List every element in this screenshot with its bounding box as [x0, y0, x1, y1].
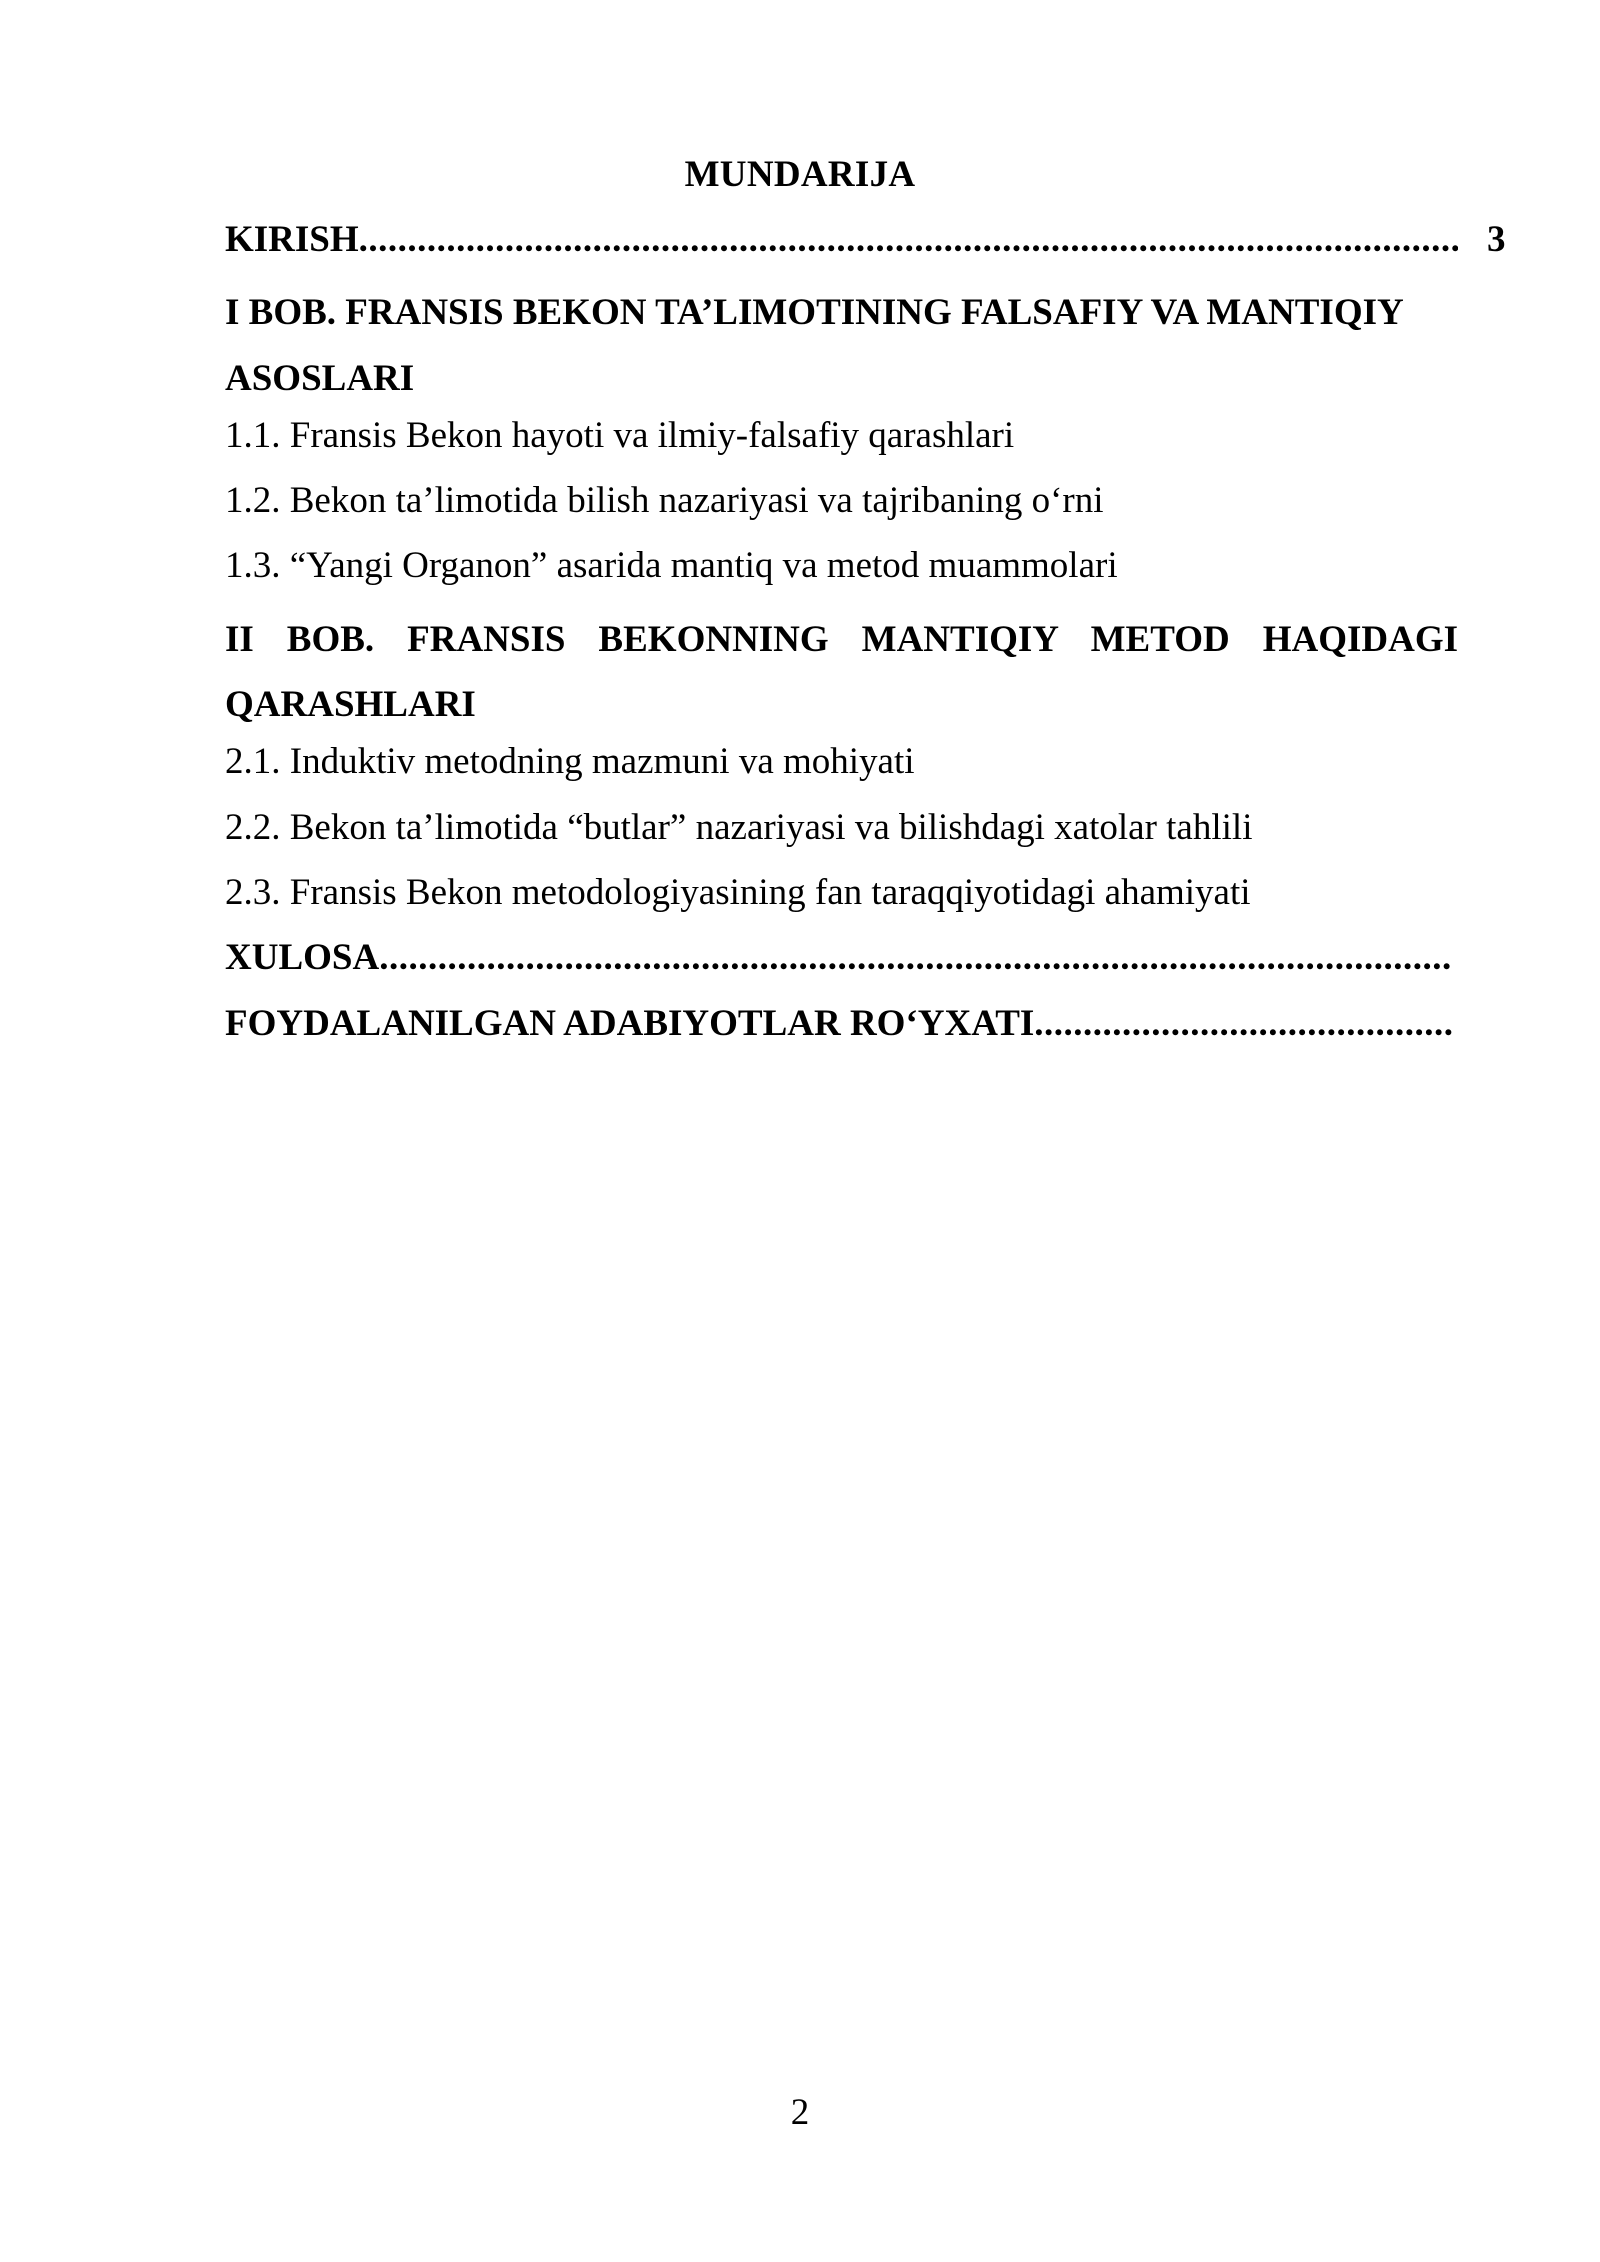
- page-number: 2: [790, 2092, 810, 2133]
- table-of-contents: [225, 215, 1513, 1064]
- toc-entry-label: II BOB. FRANSIS BEKONNING MANTIQIY METOD HAQIDAGI QARASHLARI: [225, 618, 1458, 726]
- toc-entry-1-1[interactable]: [225, 411, 1513, 476]
- toc-entry-label: KIRISH: [225, 219, 359, 260]
- toc-entry-2-1[interactable]: [225, 737, 1513, 802]
- toc-entry-label: I BOB. FRANSIS BEKON TA’LIMOTINING FALSAFIY VA MANTIQIY ASOSLARI: [225, 292, 1403, 399]
- toc-entry-label: 1.1. Fransis Bekon hayoti va ilmiy-falsafiy qarashlari: [225, 414, 1015, 456]
- toc-entry-page-number: 3: [1487, 219, 1506, 260]
- toc-title: MUNDARIJA: [684, 154, 916, 195]
- toc-entry-2-2[interactable]: [225, 803, 1513, 868]
- toc-entry-1-2[interactable]: [225, 476, 1513, 541]
- toc-entry-kirish[interactable]: [225, 215, 1513, 280]
- toc-entry-references[interactable]: [225, 999, 1513, 1064]
- toc-entry-chapter-1[interactable]: [225, 280, 1513, 411]
- toc-entry-label: 2.1. Induktiv metodning mazmuni va mohiyati: [225, 741, 915, 783]
- toc-entry-label: 1.3. “Yangi Organon” asarida mantiq va metod muammolari: [225, 545, 1118, 587]
- toc-entry-label: 2.2. Bekon ta’limotida “butlar” nazariyasi va bilishdagi xatolar tahlili: [225, 806, 1253, 848]
- dot-leader: [359, 215, 1458, 265]
- toc-entry-label: XULOSA: [225, 937, 380, 979]
- toc-entry-chapter-2[interactable]: [225, 607, 1513, 738]
- toc-entry-2-3[interactable]: [225, 868, 1513, 933]
- dot-leader: [1034, 999, 1452, 1049]
- toc-entry-1-3[interactable]: [225, 541, 1513, 606]
- toc-entry-label: 1.2. Bekon ta’limotida bilish nazariyasi va tajribaning o‘rni: [225, 480, 1104, 522]
- toc-entry-label: 2.3. Fransis Bekon metodologiyasining fan taraqqiyotidagi ahamiyati: [225, 871, 1251, 913]
- toc-entry-xulosa[interactable]: [225, 933, 1513, 998]
- toc-entry-label: FOYDALANILGAN ADABIYOTLAR RO‘YXATI: [225, 1002, 1035, 1044]
- dot-leader: [379, 933, 1452, 983]
